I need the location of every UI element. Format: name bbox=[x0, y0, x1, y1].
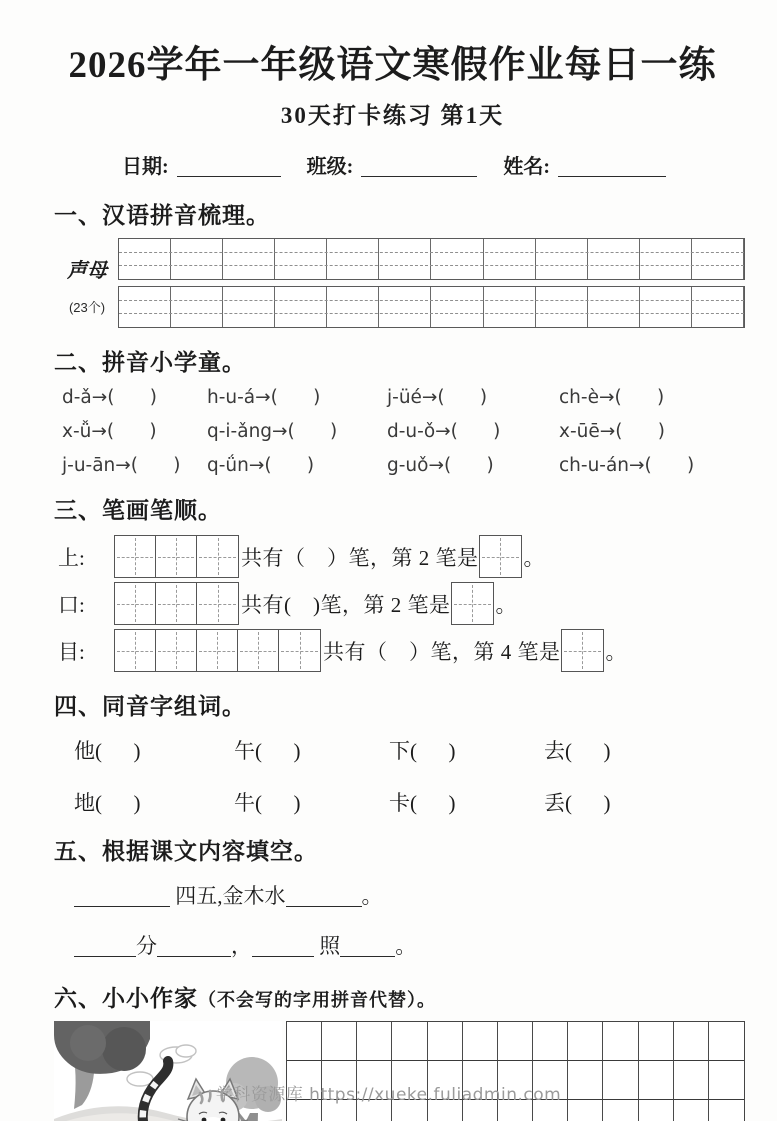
pinyin-exercise-item: d-ǎ→( ) bbox=[62, 387, 157, 408]
answer-box bbox=[561, 629, 604, 672]
stroke-grid-cell bbox=[197, 583, 238, 624]
writing-cell bbox=[357, 1022, 392, 1061]
initials-label-block bbox=[56, 238, 118, 328]
homophone-exercises bbox=[74, 735, 745, 817]
fill-blank-text: 。 bbox=[361, 884, 383, 908]
stroke-order-row bbox=[58, 535, 745, 578]
homophone-item: 他( ) bbox=[74, 739, 141, 763]
date-label: 日期: bbox=[122, 156, 169, 178]
pinyin-exercise-item: x-ǚ→( ) bbox=[62, 421, 157, 442]
pinyin-cell bbox=[588, 287, 640, 327]
pinyin-exercise-item: j-u-ān→( ) bbox=[62, 455, 181, 476]
pinyin-cell bbox=[119, 239, 171, 279]
pinyin-exercise-item: q-ǘn→( ) bbox=[207, 455, 315, 476]
pinyin-cell bbox=[640, 287, 692, 327]
homophone-item: 牛( ) bbox=[234, 791, 301, 815]
character-label: 上: bbox=[58, 545, 85, 570]
composition-writing-grid bbox=[286, 1021, 745, 1121]
stroke-grid-cell bbox=[156, 536, 197, 577]
page-subtitle: 30天打卡练习 第1天 bbox=[280, 103, 505, 128]
answer-box-cell bbox=[452, 583, 493, 624]
stroke-grid-cell bbox=[238, 630, 279, 671]
homophone-item: 午( ) bbox=[234, 739, 301, 763]
fill-blank-line bbox=[74, 880, 745, 910]
pinyin-cell bbox=[484, 239, 536, 279]
pinyin-exercise-item: ch-u-án→( ) bbox=[559, 455, 695, 476]
stroke-grid-cell bbox=[279, 630, 320, 671]
stroke-question-text: 共有（ ）笔，第 4 笔是 bbox=[323, 639, 561, 664]
answer-box bbox=[479, 535, 522, 578]
answer-box-cell bbox=[480, 536, 521, 577]
writing-cell bbox=[322, 1022, 357, 1061]
initials-grid-block bbox=[56, 238, 745, 328]
pinyin-cell bbox=[431, 239, 483, 279]
fill-blank-text: 分 bbox=[136, 934, 157, 958]
homophone-item: 丢( ) bbox=[544, 791, 611, 815]
date-blank bbox=[177, 155, 281, 177]
stroke-question-text: 共有( )笔，第 2 笔是 bbox=[241, 592, 451, 617]
pinyin-exercise-item: q-i-ǎng→( ) bbox=[207, 421, 338, 442]
pinyin-cell bbox=[692, 239, 744, 279]
pinyin-cell bbox=[327, 287, 379, 327]
section6-note: （不会写的字用拼音代替）。 bbox=[198, 990, 436, 1010]
fill-blank-text: ， bbox=[231, 934, 252, 958]
class-blank bbox=[361, 155, 477, 177]
initials-count-label: (23个) bbox=[68, 300, 106, 315]
class-label: 班级: bbox=[306, 156, 354, 178]
stroke-grid-cell bbox=[156, 583, 197, 624]
pinyin-exercise-item: h-u-á→( ) bbox=[207, 387, 321, 408]
section3-title: 三、笔画笔顺。 bbox=[54, 498, 222, 523]
writing-cell bbox=[639, 1022, 674, 1061]
pinyin-cell bbox=[379, 287, 431, 327]
name-blank bbox=[558, 155, 666, 177]
pinyin-cell bbox=[379, 239, 431, 279]
fill-blank-text: 照 bbox=[314, 934, 341, 958]
stroke-grid-cell bbox=[197, 536, 238, 577]
info-row bbox=[40, 150, 745, 179]
pinyin-exercise-item: x-ūē→( ) bbox=[559, 421, 665, 442]
character-label: 目: bbox=[58, 639, 85, 664]
answer-blank bbox=[74, 885, 170, 907]
initials-label: 声母 bbox=[67, 260, 107, 282]
stroke-grid-cell bbox=[115, 536, 156, 577]
pinyin-exercise-item: g-uǒ→( ) bbox=[387, 455, 494, 476]
pinyin-cell bbox=[223, 287, 275, 327]
answer-blank bbox=[157, 935, 231, 957]
stroke-grid-cell bbox=[197, 630, 238, 671]
stroke-order-exercises bbox=[58, 535, 745, 672]
stroke-question-text: 共有（ ）笔，第 2 笔是 bbox=[241, 545, 479, 570]
writing-cell bbox=[287, 1022, 322, 1061]
pinyin-blending-exercises bbox=[62, 387, 745, 476]
answer-blank bbox=[74, 935, 136, 957]
stroke-grid bbox=[114, 535, 239, 578]
stroke-grid-cell bbox=[115, 630, 156, 671]
pinyin-cell bbox=[119, 287, 171, 327]
pinyin-cell bbox=[640, 239, 692, 279]
pinyin-cell bbox=[484, 287, 536, 327]
section4-title: 四、同音字组词。 bbox=[54, 694, 246, 719]
answer-blank bbox=[286, 885, 362, 907]
answer-blank bbox=[252, 935, 314, 957]
writing-cell bbox=[533, 1022, 568, 1061]
period-text: 。 bbox=[495, 592, 517, 617]
homophone-item: 地( ) bbox=[74, 791, 141, 815]
section1-title: 一、汉语拼音梳理。 bbox=[54, 203, 270, 228]
section6-title: 六、小小作家 bbox=[54, 986, 198, 1011]
pinyin-cell bbox=[223, 239, 275, 279]
stroke-grid-cell bbox=[156, 630, 197, 671]
writing-cell bbox=[603, 1022, 638, 1061]
stroke-grid-cell bbox=[115, 583, 156, 624]
pinyin-four-line-row bbox=[118, 286, 745, 328]
writing-cell bbox=[428, 1022, 463, 1061]
pinyin-cell bbox=[171, 287, 223, 327]
pinyin-cell bbox=[275, 239, 327, 279]
pinyin-exercise-item: ch-è→( ) bbox=[559, 387, 665, 408]
writing-cell bbox=[392, 1022, 427, 1061]
page-title: 2026学年一年级语文寒假作业每日一练 bbox=[68, 45, 717, 86]
writing-cell bbox=[498, 1022, 533, 1061]
stroke-order-row bbox=[58, 582, 745, 625]
fill-in-blank-lines bbox=[74, 880, 745, 960]
answer-box bbox=[451, 582, 494, 625]
pinyin-four-line-grids bbox=[118, 238, 745, 328]
answer-blank bbox=[340, 935, 395, 957]
section5-title: 五、根据课文内容填空。 bbox=[54, 839, 318, 864]
cat-illustration bbox=[54, 1021, 282, 1121]
period-text: 。 bbox=[605, 639, 627, 664]
pinyin-cell bbox=[692, 287, 744, 327]
writing-section bbox=[54, 1021, 745, 1121]
homophone-item: 去( ) bbox=[544, 739, 611, 763]
writing-cell bbox=[674, 1022, 709, 1061]
homophone-item: 卡( ) bbox=[389, 791, 456, 815]
pinyin-cell bbox=[536, 239, 588, 279]
stroke-grid bbox=[114, 582, 239, 625]
stroke-order-row bbox=[58, 629, 745, 672]
pinyin-cell bbox=[327, 239, 379, 279]
period-text: 。 bbox=[523, 545, 545, 570]
pinyin-cell bbox=[171, 239, 223, 279]
pinyin-cell bbox=[588, 239, 640, 279]
writing-cell bbox=[568, 1022, 603, 1061]
pinyin-cell bbox=[431, 287, 483, 327]
character-label: 口: bbox=[58, 592, 85, 617]
pinyin-exercise-item: d-u-ǒ→( ) bbox=[387, 421, 501, 442]
fill-blank-line bbox=[74, 930, 745, 960]
writing-cell bbox=[709, 1022, 744, 1061]
pinyin-cell bbox=[275, 287, 327, 327]
answer-box-cell bbox=[562, 630, 603, 671]
fill-blank-text: 。 bbox=[395, 934, 417, 958]
writing-cell bbox=[463, 1022, 498, 1061]
pinyin-cell bbox=[536, 287, 588, 327]
stroke-grid bbox=[114, 629, 321, 672]
pinyin-exercise-item: j-üé→( ) bbox=[387, 387, 488, 408]
fill-blank-text: 四五,金木水 bbox=[170, 884, 286, 908]
section2-title: 二、拼音小学童。 bbox=[54, 350, 246, 375]
footer-watermark: 学科资源库 https://xueke.fuliadmin.com bbox=[215, 1085, 562, 1105]
homophone-item: 下( ) bbox=[389, 739, 456, 763]
pinyin-four-line-row bbox=[118, 238, 745, 280]
name-label: 姓名: bbox=[503, 156, 551, 178]
